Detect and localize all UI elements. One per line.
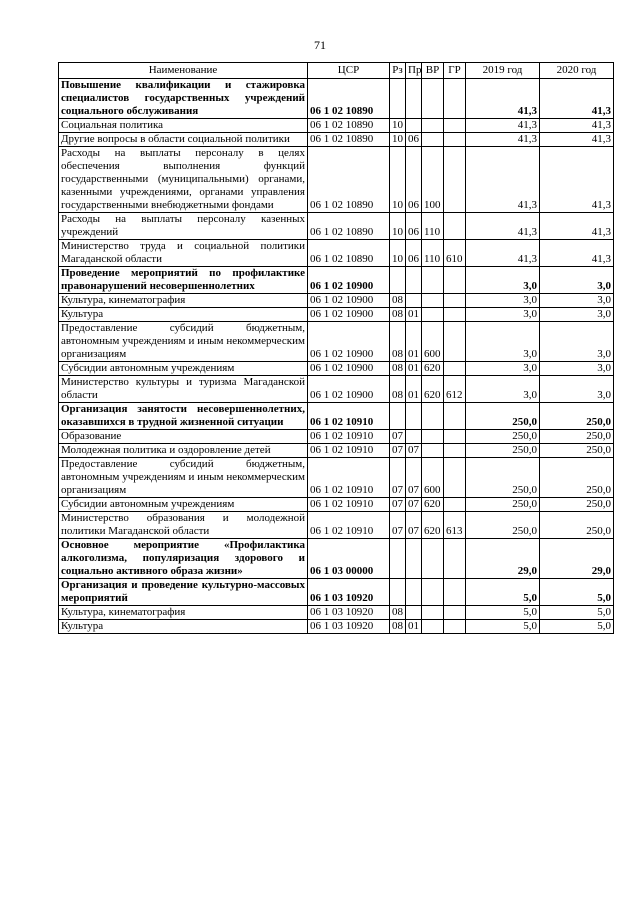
cell-csr: 06 1 02 10910	[308, 444, 390, 458]
cell-gr	[444, 579, 466, 606]
budget-table	[58, 62, 614, 634]
cell-y2019: 3,0	[466, 308, 540, 322]
cell-gr	[444, 403, 466, 430]
cell-pr: 07	[406, 444, 422, 458]
cell-vr	[422, 79, 444, 119]
cell-y2020: 250,0	[540, 458, 614, 498]
table-row	[59, 444, 614, 458]
cell-csr: 06 1 03 10920	[308, 620, 390, 634]
cell-y2020: 3,0	[540, 308, 614, 322]
cell-pr: 01	[406, 376, 422, 403]
cell-name: Министерство культуры и туризма Магаданской области	[59, 376, 308, 403]
table-row	[59, 458, 614, 498]
table-row	[59, 430, 614, 444]
cell-name: Культура, кинематография	[59, 294, 308, 308]
cell-rz: 07	[390, 498, 406, 512]
cell-y2019: 250,0	[466, 458, 540, 498]
cell-y2019: 5,0	[466, 620, 540, 634]
cell-pr: 07	[406, 498, 422, 512]
table-row	[59, 133, 614, 147]
cell-gr	[444, 308, 466, 322]
cell-name: Расходы на выплаты персоналу казенных учреждений	[59, 213, 308, 240]
cell-vr	[422, 308, 444, 322]
cell-csr: 06 1 03 00000	[308, 539, 390, 579]
cell-pr: 01	[406, 362, 422, 376]
cell-csr: 06 1 02 10910	[308, 498, 390, 512]
table-row	[59, 512, 614, 539]
cell-y2019: 250,0	[466, 498, 540, 512]
cell-name: Субсидии автономным учреждениям	[59, 498, 308, 512]
cell-pr: 07	[406, 458, 422, 498]
cell-rz	[390, 267, 406, 294]
cell-csr: 06 1 02 10910	[308, 458, 390, 498]
header-csr: ЦСР	[308, 63, 390, 79]
cell-name: Культура, кинематография	[59, 606, 308, 620]
cell-gr	[444, 322, 466, 362]
cell-y2019: 250,0	[466, 430, 540, 444]
cell-y2020: 3,0	[540, 267, 614, 294]
table-row	[59, 213, 614, 240]
cell-csr: 06 1 02 10910	[308, 403, 390, 430]
cell-y2019: 41,3	[466, 79, 540, 119]
cell-rz: 08	[390, 294, 406, 308]
cell-name: Культура	[59, 308, 308, 322]
cell-y2019: 3,0	[466, 267, 540, 294]
header-name: Наименование	[59, 63, 308, 79]
cell-pr	[406, 579, 422, 606]
cell-name: Другие вопросы в области социальной политики	[59, 133, 308, 147]
cell-gr	[444, 498, 466, 512]
table-row	[59, 147, 614, 213]
table-row	[59, 362, 614, 376]
cell-y2020: 29,0	[540, 539, 614, 579]
cell-y2019: 250,0	[466, 403, 540, 430]
cell-name: Организация занятости несовершеннолетних, оказавшихся в трудной жизненной ситуации	[59, 403, 308, 430]
cell-vr	[422, 579, 444, 606]
cell-y2019: 250,0	[466, 444, 540, 458]
cell-csr: 06 1 02 10910	[308, 430, 390, 444]
cell-csr: 06 1 02 10890	[308, 147, 390, 213]
cell-y2019: 41,3	[466, 119, 540, 133]
cell-gr	[444, 294, 466, 308]
page-number: 71	[314, 38, 326, 52]
cell-vr	[422, 403, 444, 430]
cell-name: Предоставление субсидий бюджетным, автономным учреждениям и иным некоммерческим организациям	[59, 458, 308, 498]
cell-name: Культура	[59, 620, 308, 634]
cell-vr	[422, 430, 444, 444]
cell-csr: 06 1 02 10900	[308, 294, 390, 308]
cell-csr: 06 1 02 10910	[308, 512, 390, 539]
cell-rz: 08	[390, 606, 406, 620]
cell-gr	[444, 213, 466, 240]
cell-y2019: 3,0	[466, 376, 540, 403]
cell-rz: 08	[390, 376, 406, 403]
cell-name: Организация и проведение культурно-массовых мероприятий	[59, 579, 308, 606]
cell-vr	[422, 267, 444, 294]
cell-csr: 06 1 02 10900	[308, 308, 390, 322]
cell-pr	[406, 539, 422, 579]
cell-y2020: 41,3	[540, 119, 614, 133]
table-row	[59, 308, 614, 322]
cell-pr: 07	[406, 512, 422, 539]
cell-pr	[406, 294, 422, 308]
table-row	[59, 119, 614, 133]
cell-name: Министерство образования и молодежной политики Магаданской области	[59, 512, 308, 539]
cell-csr: 06 1 03 10920	[308, 606, 390, 620]
cell-csr: 06 1 02 10890	[308, 79, 390, 119]
cell-csr: 06 1 02 10900	[308, 322, 390, 362]
cell-y2019: 41,3	[466, 240, 540, 267]
cell-pr: 06	[406, 133, 422, 147]
cell-y2020: 3,0	[540, 294, 614, 308]
header-2020: 2020 год	[540, 63, 614, 79]
cell-rz: 10	[390, 240, 406, 267]
cell-y2020: 41,3	[540, 79, 614, 119]
cell-pr: 01	[406, 620, 422, 634]
cell-vr: 600	[422, 322, 444, 362]
cell-rz	[390, 539, 406, 579]
header-rz: Рз	[390, 63, 406, 79]
cell-vr	[422, 539, 444, 579]
cell-rz: 08	[390, 620, 406, 634]
cell-gr: 613	[444, 512, 466, 539]
table-row	[59, 606, 614, 620]
table-row	[59, 267, 614, 294]
cell-y2020: 41,3	[540, 240, 614, 267]
cell-vr	[422, 294, 444, 308]
cell-gr	[444, 539, 466, 579]
table-row	[59, 294, 614, 308]
cell-rz	[390, 579, 406, 606]
cell-pr: 01	[406, 308, 422, 322]
cell-y2019: 41,3	[466, 133, 540, 147]
cell-name: Основное мероприятие «Профилактика алкоголизма, популяризация здорового и социально активного образа жизни»	[59, 539, 308, 579]
cell-y2020: 3,0	[540, 376, 614, 403]
cell-y2020: 5,0	[540, 579, 614, 606]
cell-y2020: 41,3	[540, 213, 614, 240]
cell-y2020: 41,3	[540, 133, 614, 147]
cell-gr: 612	[444, 376, 466, 403]
cell-gr	[444, 362, 466, 376]
cell-y2020: 5,0	[540, 620, 614, 634]
cell-rz: 08	[390, 362, 406, 376]
cell-vr	[422, 133, 444, 147]
cell-name: Расходы на выплаты персоналу в целях обеспечения выполнения функций государственными (муниципальными) органами, казенными учреждениями, органами управления государственными внебюджетными фондами	[59, 147, 308, 213]
cell-rz: 08	[390, 308, 406, 322]
cell-rz: 10	[390, 147, 406, 213]
cell-csr: 06 1 02 10890	[308, 213, 390, 240]
cell-csr: 06 1 02 10890	[308, 119, 390, 133]
table-body	[59, 79, 614, 634]
cell-y2020: 250,0	[540, 403, 614, 430]
table-row	[59, 498, 614, 512]
cell-gr	[444, 444, 466, 458]
cell-pr	[406, 403, 422, 430]
header-vr: ВР	[422, 63, 444, 79]
cell-rz	[390, 403, 406, 430]
cell-y2019: 3,0	[466, 294, 540, 308]
cell-name: Министерство труда и социальной политики Магаданской области	[59, 240, 308, 267]
cell-gr	[444, 606, 466, 620]
table-row	[59, 79, 614, 119]
cell-vr	[422, 606, 444, 620]
cell-vr: 620	[422, 362, 444, 376]
cell-y2020: 5,0	[540, 606, 614, 620]
cell-rz: 07	[390, 444, 406, 458]
cell-name: Молодежная политика и оздоровление детей	[59, 444, 308, 458]
cell-name: Субсидии автономным учреждениям	[59, 362, 308, 376]
cell-vr: 110	[422, 240, 444, 267]
cell-name: Предоставление субсидий бюджетным, автономным учреждениям и иным некоммерческим организациям	[59, 322, 308, 362]
cell-pr	[406, 119, 422, 133]
table-row	[59, 539, 614, 579]
cell-name: Повышение квалификации и стажировка специалистов государственных учреждений социального обслуживания	[59, 79, 308, 119]
cell-vr: 100	[422, 147, 444, 213]
cell-gr: 610	[444, 240, 466, 267]
cell-gr	[444, 133, 466, 147]
cell-pr	[406, 606, 422, 620]
cell-rz: 10	[390, 213, 406, 240]
cell-csr: 06 1 02 10890	[308, 240, 390, 267]
cell-rz: 08	[390, 322, 406, 362]
cell-gr	[444, 147, 466, 213]
cell-csr: 06 1 02 10890	[308, 133, 390, 147]
cell-gr	[444, 267, 466, 294]
cell-y2020: 3,0	[540, 362, 614, 376]
cell-y2020: 250,0	[540, 430, 614, 444]
cell-rz: 10	[390, 119, 406, 133]
cell-vr: 600	[422, 458, 444, 498]
table-row	[59, 620, 614, 634]
cell-y2019: 5,0	[466, 579, 540, 606]
table-header-row	[59, 63, 614, 79]
table-row	[59, 403, 614, 430]
cell-rz	[390, 79, 406, 119]
cell-y2020: 41,3	[540, 147, 614, 213]
cell-y2019: 3,0	[466, 322, 540, 362]
cell-pr: 06	[406, 147, 422, 213]
cell-pr: 01	[406, 322, 422, 362]
cell-rz: 07	[390, 430, 406, 444]
cell-name: Образование	[59, 430, 308, 444]
cell-vr	[422, 444, 444, 458]
cell-y2019: 41,3	[466, 213, 540, 240]
table-row	[59, 322, 614, 362]
cell-gr	[444, 119, 466, 133]
cell-pr	[406, 267, 422, 294]
table-row	[59, 376, 614, 403]
cell-vr: 110	[422, 213, 444, 240]
cell-y2020: 250,0	[540, 498, 614, 512]
cell-y2019: 250,0	[466, 512, 540, 539]
cell-name: Социальная политика	[59, 119, 308, 133]
cell-rz: 07	[390, 458, 406, 498]
cell-vr: 620	[422, 512, 444, 539]
cell-csr: 06 1 02 10900	[308, 267, 390, 294]
cell-y2020: 250,0	[540, 512, 614, 539]
cell-vr	[422, 620, 444, 634]
cell-y2019: 3,0	[466, 362, 540, 376]
cell-gr	[444, 620, 466, 634]
cell-name: Проведение мероприятий по профилактике правонарушений несовершеннолетних	[59, 267, 308, 294]
header-pr: Пр	[406, 63, 422, 79]
cell-rz: 07	[390, 512, 406, 539]
cell-csr: 06 1 03 10920	[308, 579, 390, 606]
cell-y2019: 5,0	[466, 606, 540, 620]
cell-vr: 620	[422, 376, 444, 403]
table-row	[59, 240, 614, 267]
cell-y2019: 41,3	[466, 147, 540, 213]
cell-y2019: 29,0	[466, 539, 540, 579]
cell-pr: 06	[406, 240, 422, 267]
cell-rz: 10	[390, 133, 406, 147]
cell-gr	[444, 430, 466, 444]
cell-y2020: 3,0	[540, 322, 614, 362]
cell-csr: 06 1 02 10900	[308, 362, 390, 376]
cell-pr: 06	[406, 213, 422, 240]
table-row	[59, 579, 614, 606]
header-2019: 2019 год	[466, 63, 540, 79]
cell-vr: 620	[422, 498, 444, 512]
cell-csr: 06 1 02 10900	[308, 376, 390, 403]
cell-y2020: 250,0	[540, 444, 614, 458]
cell-gr	[444, 79, 466, 119]
header-gr: ГР	[444, 63, 466, 79]
cell-pr	[406, 79, 422, 119]
cell-pr	[406, 430, 422, 444]
cell-vr	[422, 119, 444, 133]
cell-gr	[444, 458, 466, 498]
